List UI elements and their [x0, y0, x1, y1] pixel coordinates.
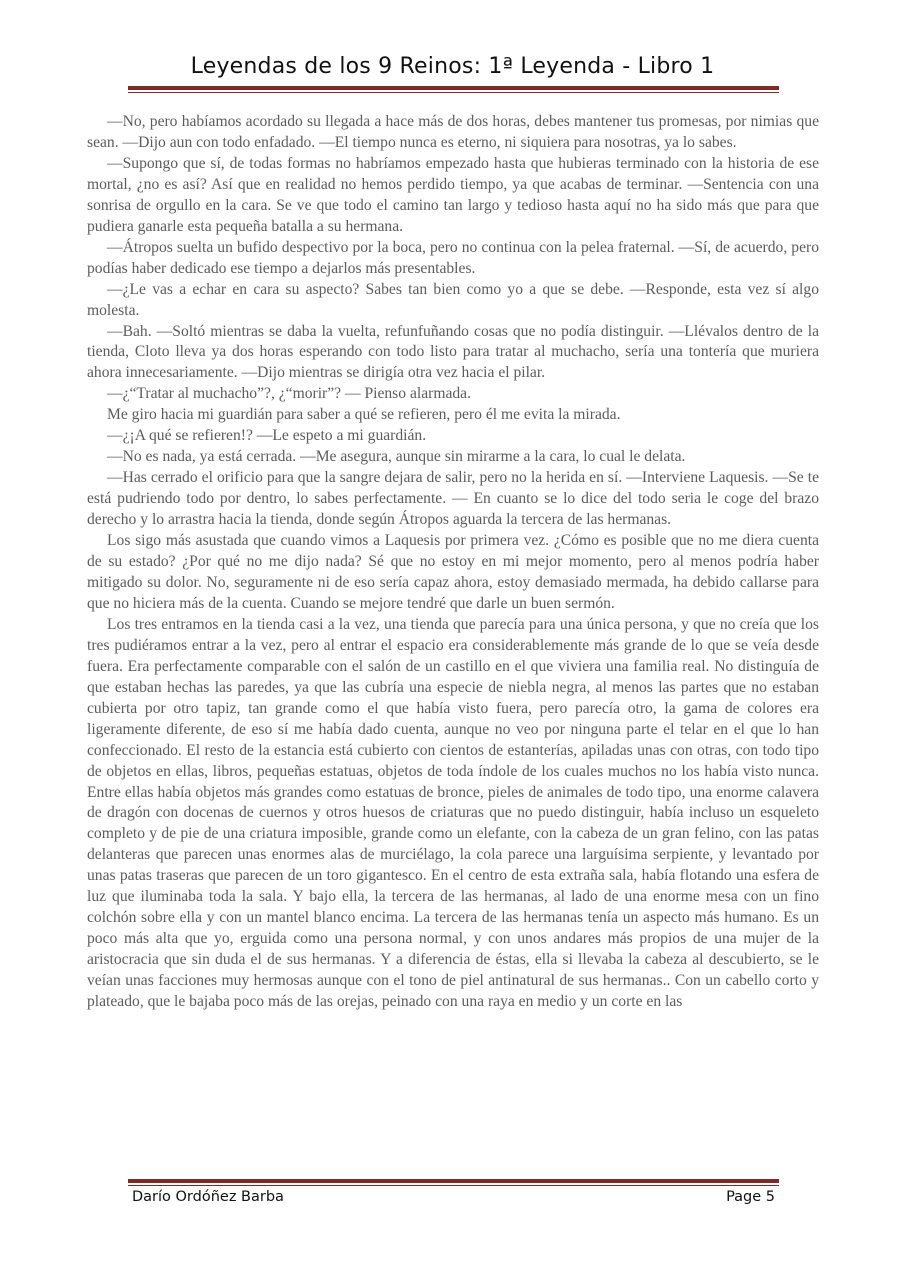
paragraph: —Supongo que sí, de todas formas no habríamos empezado hasta que hubieras terminado con la historia de ese mortal, ¿no es así? Así que en realidad no hemos perdido tiempo, ya que acabas de terminar. —Sentencia con una sonrisa de orgullo en la cara. Se ve que todo el camino tan largo y tedioso hasta aquí no ha sido más que para que pudiera ganarle esta pequeña batalla a su hermana.: [87, 154, 819, 235]
footer-author: Darío Ordóñez Barba: [132, 1189, 284, 1205]
paragraph: Me giro hacia mi guardián para saber a qué se refieren, pero él me evita la mirada.: [107, 406, 621, 424]
paragraph: Los tres entramos en la tienda casi a la vez, una tienda que parecía para una única persona, y que no creía que los tres pudiéramos entrar a la vez, pero al entrar el espacio era considerablemente más grande de lo que se veía desde fuera. Era perfectamente comparable con el salón de un castillo en el que viviera una familia real. No distinguía de que estaban hechas las paredes, ya que las cubría una especie de niebla negra, al menos las partes que no estaban cubierta por otro tapiz, tan grande como el que había visto fuera, pero parecía otro, la gama de colores era ligeramente diferente, de eso sí me había dado cuenta, aunque no veo por ninguna parte el telar en el que lo han confeccionado. El resto de la estancia está cubierto con cientos de estanterías, apiladas unas con otras, con todo tipo de objetos en ellas, libros, pequeñas estatuas, objetos de toda índole de los cuales muchos no los había visto nunca. Entre ellas había objetos más grandes como estatuas de bronce, pieles de animales de todo tipo, una enorme calavera de dragón con docenas de cuernos y otros huesos de criaturas que no puedo distinguir, había incluso un esqueleto completo y de pie de una criatura imposible, grande como un elefante, con la cabeza de un gran felino, con las patas delanteras que parecen unas enormes alas de murciélago, la cola parece una larguísima serpiente, y levantado por unas patas traseras que parecen de un toro gigantesco. En el centro de esta extraña sala, había flotando una esfera de luz que iluminaba toda la sala. Y bajo ella, la tercera de las hermanas, al lado de una enorme mesa con un fino colchón sobre ella y con un mantel blanco encima. La tercera de las hermanas tenía un aspecto más humano. Es un poco más alta que yo, erguida como una persona normal, y con unos andares más propios de una mujer de la aristocracia que sin duda el de sus hermanas. Y a diferencia de éstas, ella si llevaba la cabeza al descubierto, se le veían unas facciones muy hermosas aunque con el tono de piel antinatural de sus hermanas.. Con un cabello corto y plateado, que le bajaba poco más de las orejas, peinado con una raya en medio y un corte en las: [87, 615, 819, 1011]
paragraph: Los sigo más asustada que cuando vimos a Laquesis por primera vez. ¿Cómo es posible que no me diera cuenta de su estado? ¿Por qué no me dijo nada? Sé que no estoy en mi mejor momento, pero al menos podría haber mitigado su dolor. No, seguramente ni de eso sería capaz ahora, estoy demasiado mermada, ha debido callarse para que no hiciera más de la cuenta. Cuando se mejore tendré que darle un buen sermón.: [87, 532, 819, 612]
paragraph: —Átropos suelta un bufido despectivo por la boca, pero no continua con la pelea fraternal. —Sí, de acuerdo, pero podías haber dedicado ese tiempo a dejarlos más presentables.: [87, 238, 819, 277]
paragraph: —No, pero habíamos acordado su llegada a hace más de dos horas, debes mantener tus promesas, por nimias que sean. —Dijo aun con todo enfadado. —El tiempo nunca es eterno, ni siquiera para nosotras, ya lo sabes.: [87, 113, 819, 151]
paragraph: —¿Le vas a echar en cara su aspecto? Sabes tan bien como yo a que se debe. —Responde, esta vez sí algo molesta.: [87, 280, 819, 319]
header-rule-thin: [128, 92, 779, 93]
header-rule-thick: [128, 86, 779, 90]
body-text: [87, 112, 819, 1013]
paragraph: —¿¡A qué se refieren!? —Le espeto a mi guardián.: [107, 427, 427, 445]
paragraph: —Bah. —Soltó mientras se daba la vuelta, refunfuñando cosas que no podía distinguir. —Llévalos dentro de la tienda, Cloto lleva ya dos horas esperando con todo listo para tratar al muchacho, sería una tontería que muriera ahora innecesariamente. —Dijo mientras se dirigía otra vez hacia el pilar.: [87, 322, 819, 382]
page-header-title: Leyendas de los 9 Reinos: 1ª Leyenda - Libro 1: [190, 54, 715, 79]
footer-rule-thick: [128, 1179, 779, 1183]
paragraph: —No es nada, ya está cerrada. —Me asegura, aunque sin mirarme a la cara, lo cual le delata.: [107, 448, 686, 466]
footer-page-number: Page 5: [726, 1189, 775, 1205]
footer-rule-thin: [128, 1185, 779, 1186]
paragraph: —¿“Tratar al muchacho”?, ¿“morir”? — Pienso alarmada.: [107, 385, 471, 403]
paragraph: —Has cerrado el orificio para que la sangre dejara de salir, pero no la herida en sí. —Interviene Laquesis. —Se te está pudriendo todo por dentro, lo sabes perfectamente. — En cuanto se lo dice del todo seria le coge del brazo derecho y lo arrastra hacia la tienda, donde según Átropos aguarda la tercera de las hermanas.: [87, 469, 819, 529]
